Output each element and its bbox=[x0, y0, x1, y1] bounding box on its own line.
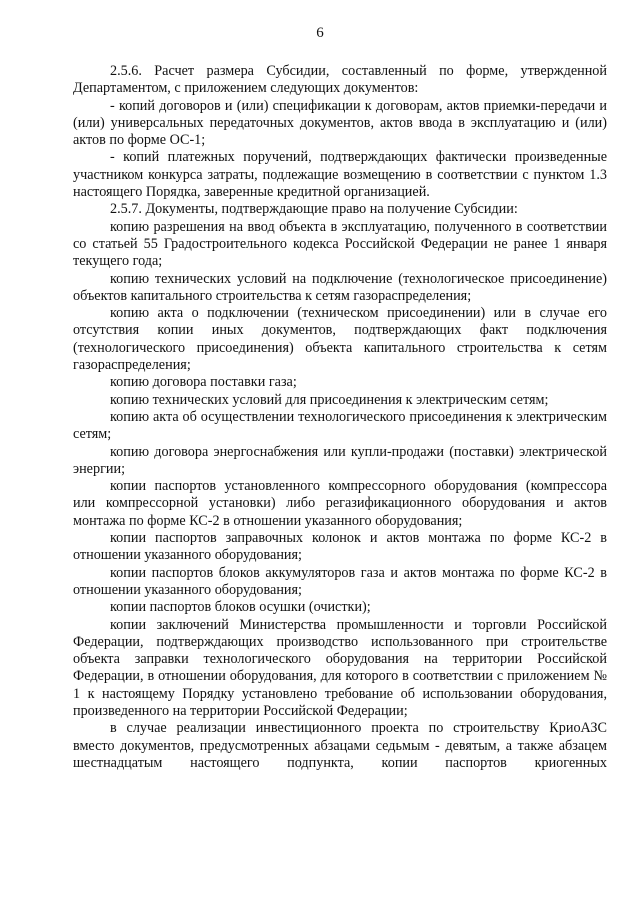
paragraph-compressor-passports: копии паспортов установленного компрессорного оборудования (компрессора или компрессорной установки) либо регазификационного оборудования и актов монтажа по форме КС-2 в отношении указанного оборудования; bbox=[73, 478, 607, 529]
paragraph-technical-conditions-electric: копию технических условий для присоединения к электрическим сетям; bbox=[110, 391, 549, 408]
paragraph-connection-act: копию акта о подключении (техническом присоединении) или в случае его отсутствия копии иных документов, подтверждающих факт подключения (технологического присоединения) объекта капитального строительства к сетям газораспределения; bbox=[73, 305, 607, 374]
paragraph-electric-connection-act: копию акта об осуществлении технологического присоединения к электрическим сетям; bbox=[73, 408, 607, 443]
paragraph-technical-conditions-gas: копию технических условий на подключение (технологическое присоединение) объектов капитального строительства к сетям газораспределения; bbox=[73, 270, 607, 304]
paragraph-gas-supply-contract: копию договора поставки газа; bbox=[110, 374, 297, 391]
paragraph-energy-supply-contract: копию договора энергоснабжения или купли-продажи (поставки) электрической энергии; bbox=[73, 443, 607, 477]
paragraph-payment-orders: - копий платежных поручений, подтверждающих фактически произведенные участником конкурса затраты, подлежащие возмещению в соответствии с пунктом 1.3 настоящего Порядка, заверенные кредитной организацией. bbox=[73, 149, 607, 201]
paragraph-contracts-copies: - копий договоров и (или) спецификации к договорам, актов приемки-передачи и (или) универсальных передаточных документов, актов ввода в эксплуатацию и (или) актов по форме ОС-1; bbox=[73, 97, 607, 149]
page-number: 6 bbox=[316, 25, 324, 41]
paragraph-2-5-6: 2.5.6. Расчет размера Субсидии, составленный по форме, утвержденной Департаментом, с приложением следующих документов: bbox=[73, 63, 607, 97]
paragraph-cryo-station: в случае реализации инвестиционного проекта по строительству КриоАЗС вместо документов, предусмотренных абзацами седьмым - девятым, а также абзацем шестнадцатым настоящего подпункта, копии паспортов криогенных bbox=[73, 720, 607, 771]
paragraph-2-5-7: 2.5.7. Документы, подтверждающие право на получение Субсидии: bbox=[110, 201, 518, 218]
paragraph-dispenser-passports: копии паспортов заправочных колонок и актов монтажа по форме КС-2 в отношении указанного оборудования; bbox=[73, 530, 607, 564]
paragraph-ministry-conclusions: копии заключений Министерства промышленности и торговли Российской Федерации, подтверждающих производство использованного при строительстве объекта заправки технологического оборудования на территории Российской Федерации, в отношении оборудования, для которого в соответствии с приложением № 1 к настоящему Порядку установлено требование об использовании оборудования, произведенного на территории Российской Федерации; bbox=[73, 616, 607, 719]
paragraph-accumulator-passports: копии паспортов блоков аккумуляторов газа и актов монтажа по форме КС-2 в отношении указанного оборудования; bbox=[73, 564, 607, 598]
paragraph-commissioning-permit: копию разрешения на ввод объекта в эксплуатацию, полученного в соответствии со статьей 55 Градостроительного кодекса Российской Федерации не ранее 1 января текущего года; bbox=[73, 218, 607, 270]
paragraph-dryer-passports: копии паспортов блоков осушки (очистки); bbox=[110, 599, 371, 616]
document-body bbox=[73, 63, 607, 772]
